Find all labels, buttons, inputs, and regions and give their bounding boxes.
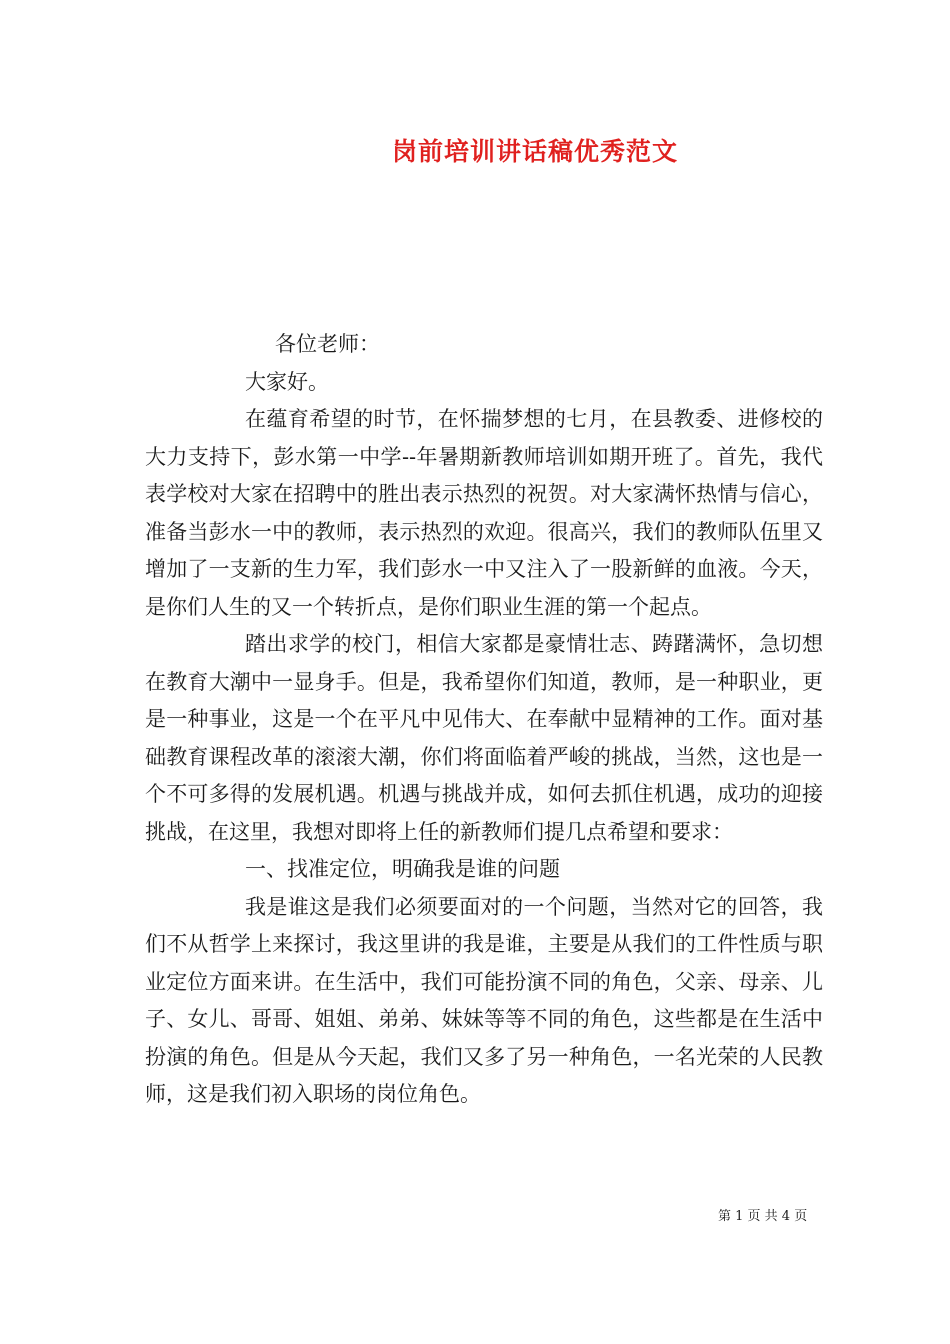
greeting: 大家好。 [245, 369, 329, 394]
paragraph-3: 我是谁这是我们必须要面对的一个问题，当然对它的回答，我们不从哲学上来探讨，我这里讲的我是谁，主要是从我们的工件性质与职业定位方面来讲。在生活中，我们可能扮演不同的角色，父亲、母亲、儿子、女儿、哥哥、姐姐、弟弟、妹妹等等不同的角色，这些都是在生活中扮演的角色。但是从今天起，我们又多了另一种角色，一名光荣的人民教师，这是我们初入职场的岗位角色。 [145, 894, 823, 1106]
salutation: 各位老师： [275, 332, 380, 356]
page-footer: 第 1 页 共 4 页 [718, 1209, 808, 1224]
document-body [145, 326, 823, 1114]
paragraph-1: 在蕴育希望的时节，在怀揣梦想的七月，在县教委、进修校的大力支持下，彭水第一中学--年暑期新教师培训如期开班了。首先，我代表学校对大家在招聘中的胜出表示热烈的祝贺。对大家满怀热情与信心，准备当彭水一中的教师，表示热烈的欢迎。很高兴，我们的教师队伍里又增加了一支新的生力军，我们彭水一中又注入了一股新鲜的血液。今天，是你们人生的又一个转折点，是你们职业生涯的第一个起点。 [145, 407, 823, 619]
section-heading-1: 一、找准定位，明确我是谁的问题 [245, 857, 560, 881]
document-title: 岗前培训讲话稿优秀范文 [391, 137, 678, 166]
paragraph-2: 踏出求学的校门，相信大家都是豪情壮志、踌躇满怀，急切想在教育大潮中一显身手。但是，我希望你们知道，教师，是一种职业，更是一种事业，这是一个在平凡中见伟大、在奉献中显精神的工作。面对基础教育课程改革的滚滚大潮，你们将面临着严峻的挑战，当然，这也是一个不可多得的发展机遇。机遇与挑战并成，如何去抓住机遇，成功的迎接挑战，在这里，我想对即将上任的新教师们提几点希望和要求： [145, 632, 823, 844]
